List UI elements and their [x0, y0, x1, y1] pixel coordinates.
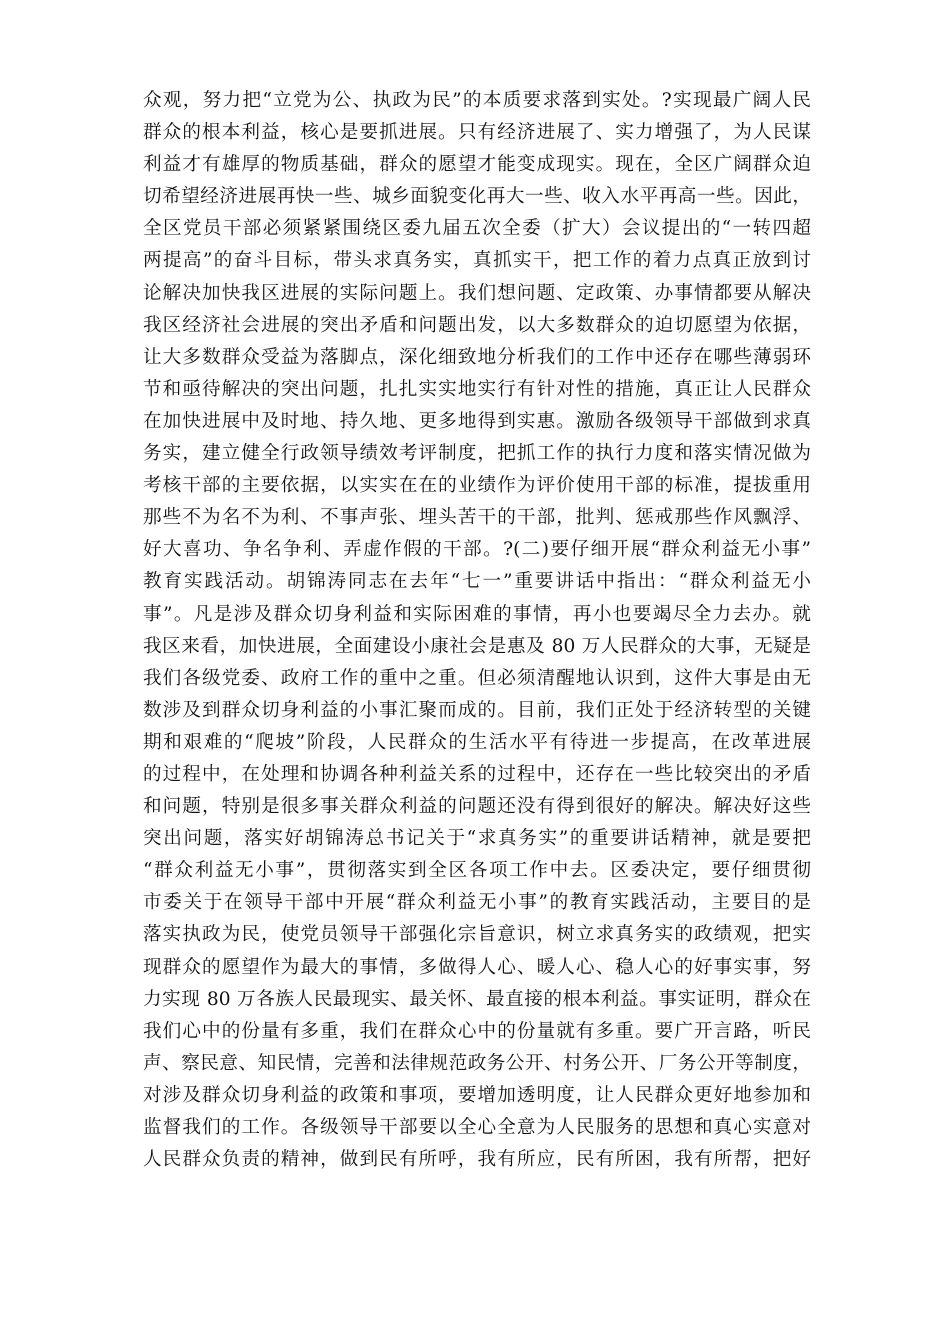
- text-line: 和问题，特别是很多事关群众利益的问题还没有得到很好的解决。解决好这些: [143, 796, 811, 818]
- text-line: 考核干部的主要依据，以实实在在的业绩作为评价使用干部的标准，提拔重用: [143, 475, 811, 497]
- text-line: 力实现 80 万各族人民最现实、最关怀、最直接的根本利益。事实证明，群众在: [143, 988, 811, 1010]
- text-line: 我们心中的份量有多重，我们在群众心中的份量就有多重。要广开言路，听民: [143, 1020, 811, 1042]
- text-line: 事”。凡是涉及群众切身利益和实际困难的事情，再小也要竭尽全力去办。就: [143, 603, 811, 625]
- text-line: 那些不为名不为利、不事声张、埋头苦干的干部，批判、惩戒那些作风飘浮、: [143, 507, 811, 529]
- text-line: 人民群众负责的精神，做到民有所呼，我有所应，民有所困，我有所帮，把好: [143, 1149, 811, 1171]
- text-line: 对涉及群众切身利益的政策和事项，要增加透明度，让人民群众更好地参加和: [143, 1084, 811, 1106]
- text-line: 众观，努力把“立党为公、执政为民”的本质要求落到实处。?实现最广阔人民: [143, 90, 811, 111]
- text-line: 群众的根本利益，核心是要抓进展。只有经济进展了、实力增强了，为人民谋: [143, 122, 811, 144]
- text-line: 全区党员干部必须紧紧围绕区委九届五次全委（扩大）会议提出的“一转四超: [143, 218, 811, 240]
- body-text: [143, 85, 811, 1176]
- text-line: 期和艰难的“爬坡”阶段，人民群众的生活水平有待进一步提高，在改革进展: [143, 731, 811, 753]
- text-line: 利益才有雄厚的物质基础，群众的愿望才能变成现实。现在，全区广阔群众迫: [143, 154, 811, 176]
- text-line: 的过程中，在处理和协调各种利益关系的过程中，还存在一些比较突出的矛盾: [143, 763, 811, 785]
- text-line: 数涉及到群众切身利益的小事汇聚而成的。目前，我们正处于经济转型的关键: [143, 699, 811, 721]
- text-line: 两提高”的奋斗目标，带头求真务实，真抓实干，把工作的着力点真正放到讨: [143, 250, 811, 272]
- text-line: 声、察民意、知民情，完善和法律规范政务公开、村务公开、厂务公开等制度，: [143, 1052, 811, 1074]
- text-line: 节和亟待解决的突出问题，扎扎实实地实行有针对性的措施，真正让人民群众: [143, 378, 811, 400]
- text-line: 落实执政为民，使党员领导干部强化宗旨意识，树立求真务实的政绩观，把实: [143, 924, 811, 946]
- text-line: 监督我们的工作。各级领导干部要以全心全意为人民服务的思想和真心实意对: [143, 1117, 811, 1138]
- text-line: 好大喜功、争名争利、弄虚作假的干部。?(二)要仔细开展“群众利益无小事”: [143, 539, 811, 561]
- text-line: 在加快进展中及时地、持久地、更多地得到实惠。激励各级领导干部做到求真: [143, 410, 811, 432]
- text-line: 我区经济社会进展的突出矛盾和问题出发，以大多数群众的迫切愿望为依据，: [143, 314, 811, 336]
- text-line: 论解决加快我区进展的实际问题上。我们想问题、定政策、办事情都要从解决: [143, 282, 811, 304]
- text-line: “群众利益无小事”，贯彻落实到全区各项工作中去。区委决定，要仔细贯彻: [143, 860, 811, 882]
- text-line: 我们各级党委、政府工作的重中之重。但必须清醒地认识到，这件大事是由无: [143, 667, 811, 689]
- text-line: 切希望经济进展再快一些、城乡面貌变化再大一些、收入水平再高一些。因此，: [143, 186, 811, 208]
- text-line: 让大多数群众受益为落脚点，深化细致地分析我们的工作中还存在哪些薄弱环: [143, 346, 811, 368]
- text-line: 我区来看，加快进展，全面建设小康社会是惠及 80 万人民群众的大事，无疑是: [143, 635, 811, 657]
- text-line: 突出问题，落实好胡锦涛总书记关于“求真务实”的重要讲话精神，就是要把: [143, 828, 811, 850]
- text-line: 市委关于在领导干部中开展“群众利益无小事”的教育实践活动，主要目的是: [143, 892, 811, 914]
- text-line: 教育实践活动。胡锦涛同志在去年“七一”重要讲话中指出：“群众利益无小: [143, 571, 811, 593]
- text-line: 务实，建立健全行政领导绩效考评制度，把抓工作的执行力度和落实情况做为: [143, 443, 811, 465]
- text-line: 现群众的愿望作为最大的事情，多做得人心、暖人心、稳人心的好事实事，努: [143, 956, 811, 978]
